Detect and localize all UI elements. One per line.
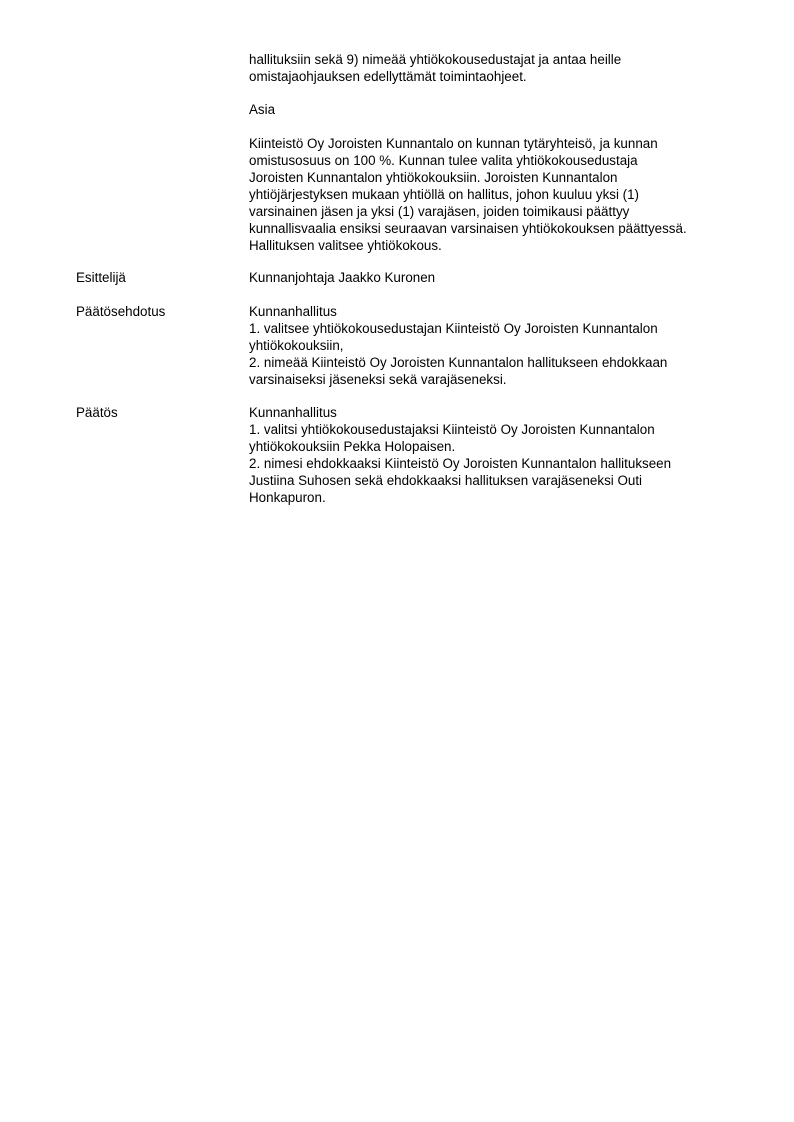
paatos-line: 1. valitsi yhtiökokousedustajaksi Kiinteistö Oy Joroisten Kunnantalon [249,422,655,437]
asia-line: varsinainen jäsen ja yksi (1) varajäsen, joiden toimikausi päättyy [249,204,630,219]
asia-line: Kiinteistö Oy Joroisten Kunnantalo on kunnan tytäryhteisö, ja kunnan [249,136,658,151]
paatos-line: 2. nimesi ehdokkaaksi Kiinteistö Oy Joroisten Kunnantalon hallitukseen [249,456,672,471]
paatos-line: Kunnanhallitus [249,405,337,420]
paatosehdotus-line: 1. valitsee yhtiökokousedustajan Kiinteistö Oy Joroisten Kunnantalon [249,321,658,336]
asia-paragraph [249,135,744,254]
paatosehdotus-line: varsinaiseksi jäseneksi sekä varajäseneksi. [249,372,507,387]
paatos-line: Honkapuron. [249,490,326,505]
asia-line: kunnallisvaalia ensiksi seuraavan varsinaisen yhtiökokouksen päättyessä. [249,221,687,236]
esittelija-label: Esittelijä [76,270,126,285]
asia-line: omistusosuus on 100 %. Kunnan tulee valita yhtiökokousedustaja [249,153,638,168]
intro-line: omistajaohjauksen edellyttämät toimintaohjeet. [249,69,527,84]
esittelija-value: Kunnanjohtaja Jaakko Kuronen [249,270,436,285]
intro-line: hallituksiin sekä 9) nimeää yhtiökokousedustajat ja antaa heille [249,52,622,67]
asia-line: Joroisten Kunnantalon yhtiökokouksiin. Joroisten Kunnantalon [249,170,618,185]
paatosehdotus-line: Kunnanhallitus [249,304,337,319]
paatosehdotus-label: Päätösehdotus [76,304,166,319]
paatos-label: Päätös [76,405,118,420]
asia-heading: Asia [249,102,276,117]
paatos-line: Justiina Suhosen sekä ehdokkaaksi hallituksen varajäseneksi Outi [249,473,643,488]
paatosehdotus-line: 2. nimeää Kiinteistö Oy Joroisten Kunnantalon hallitukseen ehdokkaan [249,355,668,370]
paatos-line: yhtiökokouksiin Pekka Holopaisen. [249,439,456,454]
paatosehdotus-line: yhtiökokouksiin, [249,338,344,353]
asia-line: yhtiöjärjestyksen mukaan yhtiöllä on hallitus, johon kuuluu yksi (1) [249,187,640,202]
asia-line: Hallituksen valitsee yhtiökokous. [249,238,442,253]
paatosehdotus-text [249,303,744,388]
paatos-text [249,404,744,506]
intro-paragraph [249,51,744,85]
